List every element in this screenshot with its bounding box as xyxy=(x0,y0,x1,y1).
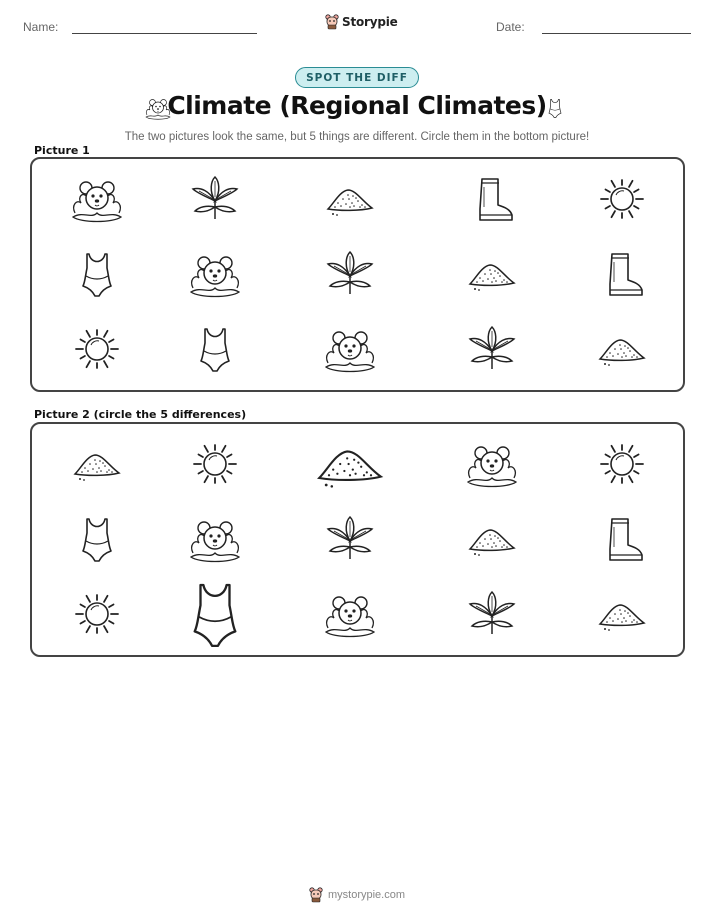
picture1-cell-r2-c5 xyxy=(592,244,652,304)
sun-icon xyxy=(67,319,127,379)
picture2-cell-r1-c5[interactable] xyxy=(592,434,652,494)
page-title: Climate (Regional Climates) xyxy=(167,91,547,120)
koala-icon xyxy=(185,509,245,569)
title-swimsuit-icon xyxy=(542,93,568,123)
picture2-cell-r2-c4[interactable] xyxy=(462,509,522,569)
footer-url[interactable]: mystorypie.com xyxy=(327,889,406,901)
picture1-cell-r3-c3 xyxy=(320,319,380,379)
picture1-label: Picture 1 xyxy=(34,144,90,157)
koala-icon xyxy=(185,244,245,304)
picture1-cell-r1-c1 xyxy=(67,169,127,229)
koala-icon xyxy=(67,169,127,229)
sand-pile-icon xyxy=(592,584,652,644)
plant-icon xyxy=(320,509,380,569)
koala-icon xyxy=(462,434,522,494)
picture2-cell-r3-c4[interactable] xyxy=(462,584,522,644)
swimsuit-icon xyxy=(185,584,245,644)
rain-boot-icon xyxy=(592,509,652,569)
koala-icon xyxy=(320,584,380,644)
picture2-panel[interactable] xyxy=(30,422,685,657)
sun-icon xyxy=(592,169,652,229)
picture1-cell-r1-c4 xyxy=(462,169,522,229)
storypie-mascot-icon xyxy=(325,14,339,30)
rain-boot-icon xyxy=(462,169,522,229)
picture1-cell-r2-c2 xyxy=(185,244,245,304)
picture2-cell-r2-c5[interactable] xyxy=(592,509,652,569)
picture1-cell-r3-c5 xyxy=(592,319,652,379)
koala-icon xyxy=(320,319,380,379)
sand-pile-icon xyxy=(592,319,652,379)
instructions-text: The two pictures look the same, but 5 things are different. Circle them in the bottom picture! xyxy=(124,131,590,143)
picture1-cell-r1-c2 xyxy=(185,169,245,229)
brand-logo xyxy=(325,14,398,30)
picture1-cell-r3-c2 xyxy=(185,319,245,379)
plant-icon xyxy=(462,584,522,644)
plant-icon xyxy=(320,244,380,304)
date-label: Date: xyxy=(496,20,525,34)
picture1-cell-r2-c1 xyxy=(67,244,127,304)
sand-pile-icon xyxy=(67,434,127,494)
picture1-cell-r1-c5 xyxy=(592,169,652,229)
picture2-cell-r1-c3[interactable] xyxy=(320,434,380,494)
picture2-cell-r2-c3[interactable] xyxy=(320,509,380,569)
picture2-cell-r3-c3[interactable] xyxy=(320,584,380,644)
picture1-cell-r2-c4 xyxy=(462,244,522,304)
plant-icon xyxy=(462,319,522,379)
sun-icon xyxy=(67,584,127,644)
swimsuit-icon xyxy=(67,244,127,304)
rain-boot-icon xyxy=(592,244,652,304)
picture2-cell-r2-c1[interactable] xyxy=(67,509,127,569)
picture2-cell-r3-c1[interactable] xyxy=(67,584,127,644)
spot-the-diff-badge: SPOT THE DIFF xyxy=(295,67,419,88)
footer xyxy=(309,887,405,903)
name-label: Name: xyxy=(23,20,59,34)
swimsuit-icon xyxy=(67,509,127,569)
brand-name: Storypie xyxy=(342,15,398,29)
sand-pile-icon xyxy=(462,509,522,569)
sand-pile-icon xyxy=(320,169,380,229)
picture2-grid[interactable] xyxy=(32,424,683,655)
picture2-cell-r2-c2[interactable] xyxy=(185,509,245,569)
sand-pile-icon xyxy=(320,434,380,494)
name-line[interactable] xyxy=(72,33,257,34)
picture2-cell-r3-c5[interactable] xyxy=(592,584,652,644)
picture2-cell-r1-c1[interactable] xyxy=(67,434,127,494)
picture1-cell-r3-c1 xyxy=(67,319,127,379)
sun-icon xyxy=(592,434,652,494)
sand-pile-icon xyxy=(462,244,522,304)
picture1-panel xyxy=(30,157,685,392)
picture2-cell-r1-c4[interactable] xyxy=(462,434,522,494)
picture1-cell-r3-c4 xyxy=(462,319,522,379)
date-line[interactable] xyxy=(542,33,691,34)
picture1-cell-r2-c3 xyxy=(320,244,380,304)
picture1-grid xyxy=(32,159,683,390)
swimsuit-icon xyxy=(185,319,245,379)
picture2-cell-r3-c2[interactable] xyxy=(185,584,245,644)
storypie-mascot-icon xyxy=(309,887,323,903)
picture2-cell-r1-c2[interactable] xyxy=(185,434,245,494)
picture1-cell-r1-c3 xyxy=(320,169,380,229)
picture2-label: Picture 2 (circle the 5 differences) xyxy=(34,408,247,421)
sun-icon xyxy=(185,434,245,494)
plant-icon xyxy=(185,169,245,229)
